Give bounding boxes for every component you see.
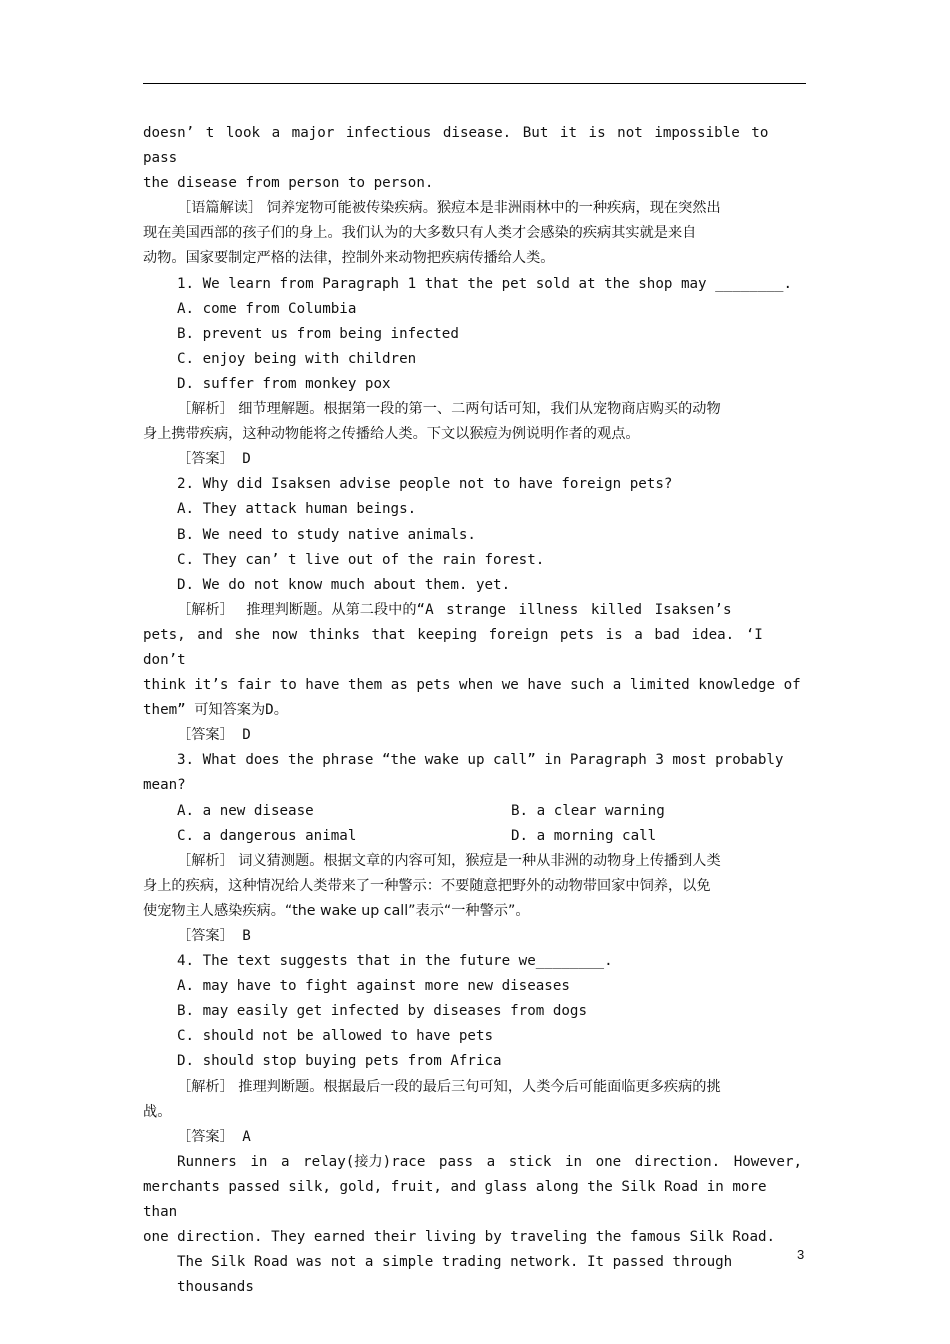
option: A. may have to fight against more new diseases — [177, 978, 570, 995]
option: B. a clear warning — [511, 802, 665, 819]
option: C. They can’ t live out of the rain forest. — [177, 551, 545, 568]
analysis: them” 可知答案为D。 — [143, 702, 288, 719]
reading-summary: 现在美国西部的孩子们的身上。我们认为的大多数只有人类才会感染的疾病其实就是来自 — [143, 225, 697, 242]
question-3: mean? — [143, 777, 186, 794]
question-2: 2. Why did Isaksen advise people not to have foreign pets? — [177, 476, 673, 493]
analysis: ［解析］ 词义猜测题。根据文章的内容可知，猴痘是一种从非洲的动物身上传播到人类 — [177, 852, 721, 869]
option: B. prevent us from being infected — [177, 325, 459, 342]
option: D. We do not know much about them. yet. — [177, 576, 511, 593]
analysis: ［解析］ 推理判断题。根据最后一段的最后三句可知，人类今后可能面临更多疾病的挑 — [177, 1078, 721, 1095]
analysis: 身上的疾病，这种情况给人类带来了一种警示：不要随意把野外的动物带回家中饲养，以免 — [143, 877, 711, 894]
option: B. may easily get infected by diseases from dogs — [177, 1003, 587, 1020]
option: A. They attack human beings. — [177, 501, 417, 518]
option: D. a morning call — [511, 827, 657, 844]
answer: ［答案］ D — [177, 451, 251, 468]
passage-line: one direction. They earned their living by traveling the famous Silk Road. — [143, 1229, 776, 1246]
analysis: 使宠物主人感染疾病。“the wake up call”表示“一种警示”。 — [143, 902, 530, 919]
reading-summary: 动物。国家要制定严格的法律，控制外来动物把疾病传播给人类。 — [143, 250, 555, 267]
option-row — [143, 799, 806, 824]
option-row — [143, 824, 806, 849]
option: A. a new disease — [177, 802, 314, 819]
passage-line: merchants passed silk, gold, fruit, and glass along the Silk Road in more than — [143, 1178, 767, 1221]
passage-line: The Silk Road was not a simple trading network. It passed through thousands — [177, 1254, 733, 1296]
option: B. We need to study native animals. — [177, 526, 476, 543]
question-1: 1. We learn from Paragraph 1 that the pet sold at the shop may ________. — [177, 275, 792, 292]
passage-line: Runners in a relay(接力)race pass a stick in one direction. However, — [177, 1153, 803, 1170]
answer: ［答案］ D — [177, 727, 251, 744]
option: C. a dangerous animal — [177, 827, 357, 844]
passage-line: the disease from person to person. — [143, 175, 434, 192]
analysis: 战。 — [143, 1103, 172, 1120]
option: C. enjoy being with children — [177, 350, 417, 367]
answer: ［答案］ A — [177, 1128, 251, 1145]
analysis: pets, and she now thinks that keeping foreign pets is a bad idea. ‘I don’t — [143, 626, 763, 668]
analysis: think it’s fair to have them as pets when we have such a limited knowledge of — [143, 677, 801, 694]
question-3: 3. What does the phrase “the wake up call” in Paragraph 3 most probably — [177, 752, 784, 769]
analysis: ［解析］ 推理判断题。从第二段中的“A strange illness killed Isaksen’s — [177, 601, 732, 618]
answer: ［答案］ B — [177, 928, 251, 944]
passage-line: doesn’ t look a major infectious disease. But it is not impossible to pass — [143, 125, 769, 167]
question-4: 4. The text suggests that in the future we________. — [177, 953, 613, 970]
option: D. should stop buying pets from Africa — [177, 1053, 502, 1070]
analysis: 身上携带疾病，这种动物能将之传播给人类。下文以猴痘为例说明作者的观点。 — [143, 426, 640, 443]
option: A. come from Columbia — [177, 300, 357, 317]
reading-summary: ［语篇解读］ 饲养宠物可能被传染疾病。猴痘本是非洲雨林中的一种疾病，现在突然出 — [177, 200, 721, 217]
analysis: ［解析］ 细节理解题。根据第一段的第一、二两句话可知，我们从宠物商店购买的动物 — [177, 401, 721, 418]
page-number: 3 — [797, 1247, 805, 1262]
document-body — [143, 121, 806, 1300]
option: D. suffer from monkey pox — [177, 375, 391, 392]
header-rule — [143, 83, 806, 84]
option: C. should not be allowed to have pets — [177, 1028, 494, 1045]
